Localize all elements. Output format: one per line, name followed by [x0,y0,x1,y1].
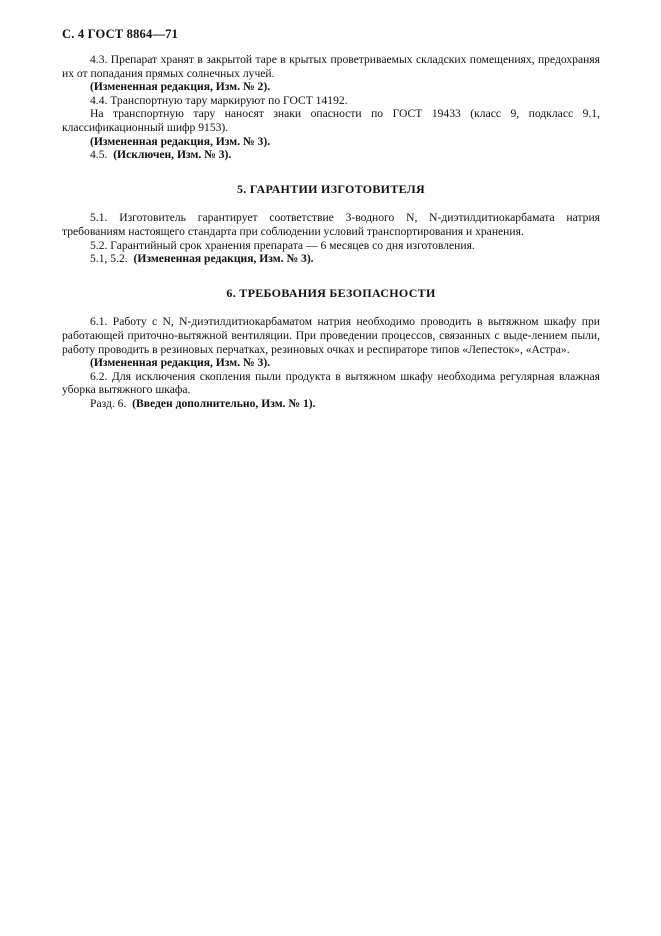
section-6-note [62,397,600,411]
paragraph-4-5-note: (Исключен, Изм. № 3). [113,148,232,162]
paragraph-4-3: 4.3. Препарат хранят в закрытой таре в крытых проветриваемых складских помещениях, предохраняя их от попадания прямых солнечных лучей. [62,53,600,80]
paragraph-4-5-number: 4.5. [90,148,108,162]
page-header: С. 4 ГОСТ 8864—71 [62,27,179,41]
paragraph-6-2: 6.2. Для исключения скопления пыли продукта в вытяжном шкафу необходима регулярная влажная уборка вытяжного шкафа. [62,369,600,397]
section-5-title: 5. ГАРАНТИИ ИЗГОТОВИТЕЛЯ [237,181,425,196]
amendment-note-5-number: 5.1, 5.2. [90,252,128,266]
amendment-note-5-text: (Измененная редакция, Изм. № 3). [133,252,314,266]
paragraph-4-4-hazard: На транспортную тару наносят знаки опасности по ГОСТ 19433 (класс 9, подкласс 9.1, классификационный шифр 9153). [62,107,600,134]
paragraph-4-5 [62,148,600,162]
amendment-note-5 [62,252,600,266]
paragraph-5-1: 5.1. Изготовитель гарантирует соответствие 3-водного N, N-диэтилдитиокарбамата натрия требованиям настоящего стандарта при соблюдении условий транспортирования и хранения. [62,211,600,238]
section-6-note-number: Разд. 6. [90,396,127,410]
section-6-note-text: (Введен дополнительно, Изм. № 1). [132,396,316,410]
amendment-note-6-1: (Измененная редакция, Изм. № 3). [90,356,271,370]
paragraph-6-1: 6.1. Работу с N, N-диэтилдитиокарбаматом натрия необходимо проводить в вытяжном шкафу при работающей приточно-вытяжной вентиляции. При проведении процессов, связанных с выде-лением пыли, работу проводить в резиновых перчатках, резиновых очках и респираторе типов «Лепесток», «Астра». [62,315,600,356]
amendment-note-4-4: (Измененная редакция, Изм. № 3). [90,134,271,148]
document-body [62,53,600,410]
amendment-note-4-3: (Измененная редакция, Изм. № 2). [90,80,271,94]
section-6-title: 6. ТРЕБОВАНИЯ БЕЗОПАСНОСТИ [226,285,436,300]
paragraph-5-2: 5.2. Гарантийный срок хранения препарата — 6 месяцев со дня изготовления. [90,238,475,252]
paragraph-4-4: 4.4. Транспортную тару маркируют по ГОСТ 14192. [90,93,348,107]
